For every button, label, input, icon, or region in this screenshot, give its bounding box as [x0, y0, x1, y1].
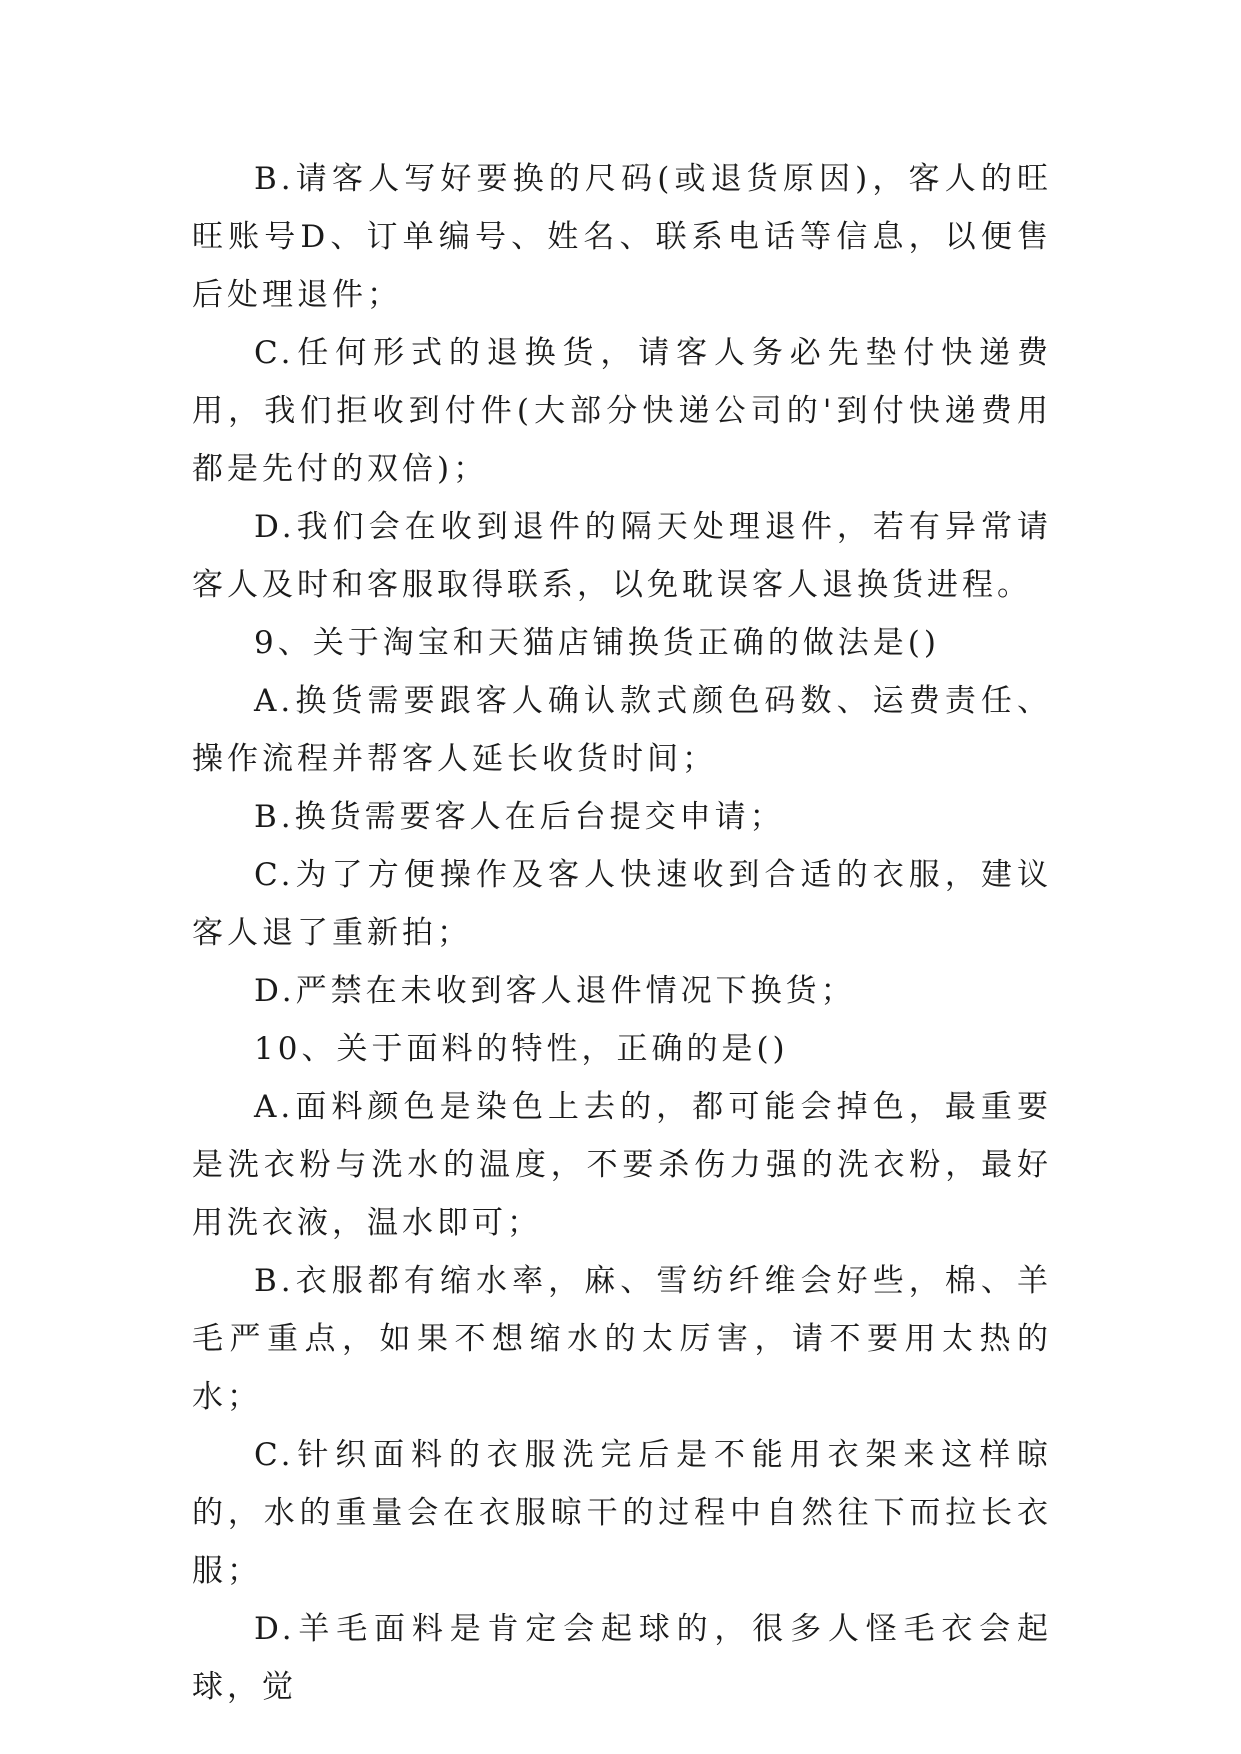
- paragraph-option-d-processing: D.我们会在收到退件的隔天处理退件，若有异常请客人及时和客服取得联系，以免耽误客人退换货进程。: [192, 509, 1052, 603]
- question-10-option-d: D.羊毛面料是肯定会起球的，很多人怪毛衣会起球，觉: [192, 1611, 1052, 1705]
- document-body: [192, 150, 1052, 1716]
- question-9-option-d: D.严禁在未收到客人退件情况下换货；: [254, 973, 856, 1009]
- paragraph-option-b-return-info: B.请客人写好要换的尺码(或退货原因)，客人的旺旺账号D、订单编号、姓名、联系电话等信息，以便售后处理退件；: [192, 161, 1052, 313]
- question-10-option-c: C.针织面料的衣服洗完后是不能用衣架来这样晾的，水的重量会在衣服晾干的过程中自然往下而拉长衣服；: [192, 1437, 1052, 1589]
- question-9-option-b: B.换货需要客人在后台提交申请；: [254, 799, 785, 835]
- question-9-option-a: A.换货需要跟客人确认款式颜色码数、运费责任、操作流程并帮客人延长收货时间；: [192, 683, 1052, 777]
- paragraph-option-c-shipping-fee: C.任何形式的退换货，请客人务必先垫付快递费用，我们拒收到付件(大部分快递公司的'到付快递费用都是先付的双倍)；: [192, 335, 1052, 487]
- question-9: 9、关于淘宝和天猫店铺换货正确的做法是(): [254, 625, 940, 661]
- question-10-option-b: B.衣服都有缩水率，麻、雪纺纤维会好些，棉、羊毛严重点，如果不想缩水的太厉害，请不要用太热的水；: [192, 1263, 1052, 1415]
- question-10-option-a: A.面料颜色是染色上去的，都可能会掉色，最重要是洗衣粉与洗水的温度，不要杀伤力强的洗衣粉，最好用洗衣液，温水即可；: [192, 1089, 1052, 1241]
- question-9-option-c: C.为了方便操作及客人快速收到合适的衣服，建议客人退了重新拍；: [192, 857, 1052, 951]
- question-10: 10、关于面料的特性，正确的是(): [254, 1031, 789, 1067]
